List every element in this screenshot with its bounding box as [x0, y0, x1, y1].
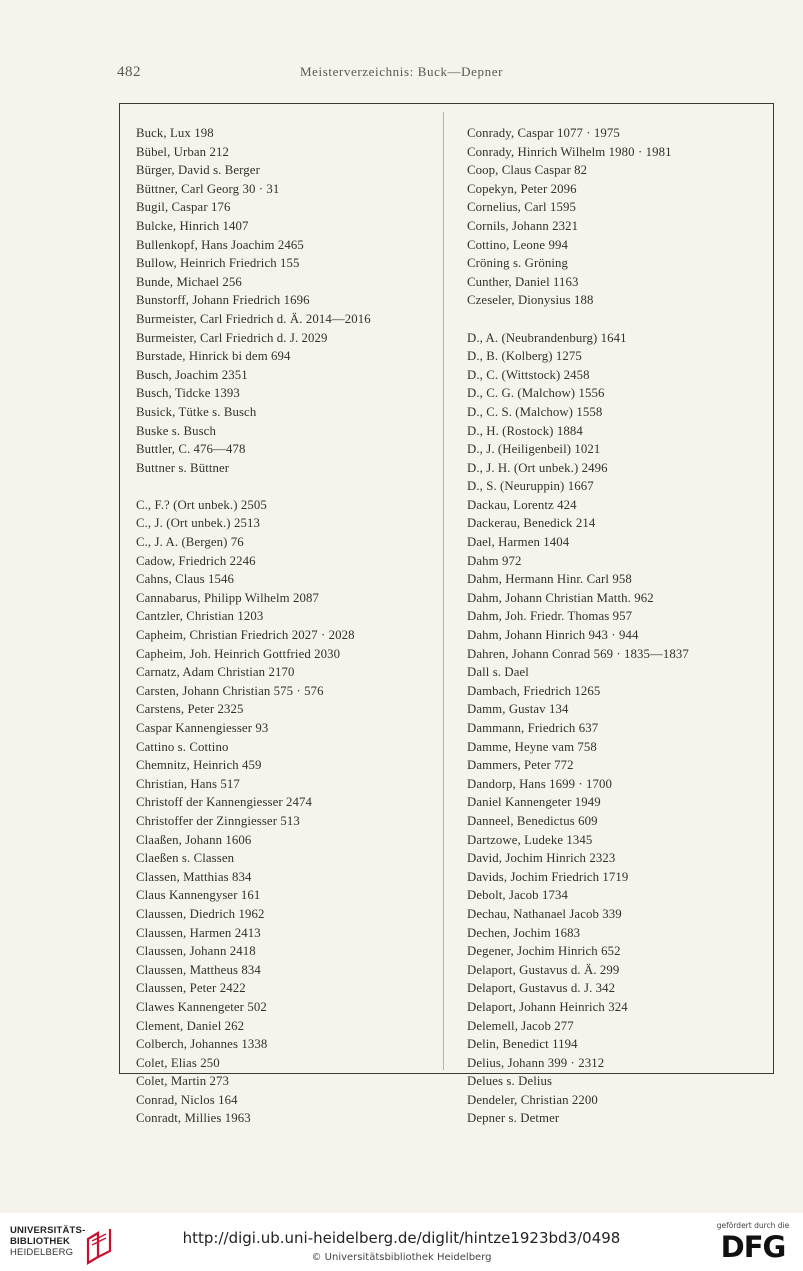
register-entry: Degener, Jochim Hinrich 652	[467, 944, 621, 959]
register-entry: D., C. (Wittstock) 2458	[467, 367, 590, 382]
register-entry: Cattino s. Cottino	[136, 739, 229, 754]
register-entry: Capheim, Christian Friedrich 2027 · 2028	[136, 628, 355, 643]
register-entry: Busch, Tidcke 1393	[136, 386, 240, 401]
register-entry: C., J. (Ort unbek.) 2513	[136, 516, 260, 531]
register-entry: Christoffer der Zinngiesser 513	[136, 813, 300, 828]
register-entry: Davids, Jochim Friedrich 1719	[467, 869, 629, 884]
register-entry: Clement, Daniel 262	[136, 1018, 245, 1033]
register-entry: Dandorp, Hans 1699 · 1700	[467, 776, 613, 791]
register-entry: David, Jochim Hinrich 2323	[467, 851, 616, 866]
register-entry: D., C. G. (Malchow) 1556	[467, 386, 605, 401]
register-entry: D., H. (Rostock) 1884	[467, 423, 583, 438]
register-entry: C., J. A. (Bergen) 76	[136, 535, 244, 550]
column-divider	[443, 112, 444, 1070]
register-entry: Claussen, Peter 2422	[136, 981, 246, 996]
register-entry: Büttner, Carl Georg 30 · 31	[136, 181, 280, 196]
register-entry: Claussen, Diedrich 1962	[136, 906, 265, 921]
register-entry: Cantzler, Christian 1203	[136, 609, 264, 624]
register-entry: Dahm, Joh. Friedr. Thomas 957	[467, 609, 633, 624]
page-number: 482	[117, 64, 141, 80]
register-entry: Delius, Johann 399 · 2312	[467, 1055, 605, 1070]
register-entry: Caspar Kannengiesser 93	[136, 721, 269, 735]
register-entry: Depner s. Detmer	[467, 1111, 560, 1126]
running-title: Meisterverzeichnis: Buck—Depner	[299, 64, 504, 79]
register-entry: Dackau, Lorentz 424	[467, 497, 577, 512]
register-column-left	[136, 124, 436, 1128]
register-entry: Carnatz, Adam Christian 2170	[136, 665, 295, 680]
register-entry: Carsten, Johann Christian 575 · 576	[136, 683, 324, 698]
register-entry: Bürger, David s. Berger	[136, 163, 260, 178]
register-entry: Dammann, Friedrich 637	[467, 721, 599, 735]
register-entry: Coop, Claus Caspar 82	[467, 163, 588, 178]
section-gap	[136, 477, 436, 496]
register-entry: Christoff der Kannengiesser 2474	[136, 795, 313, 810]
register-entry: Damme, Heyne vam 758	[467, 739, 597, 754]
register-entry: Colet, Martin 273	[136, 1074, 230, 1089]
register-entry: Claussen, Mattheus 834	[136, 962, 261, 977]
register-entry: Cornelius, Carl 1595	[467, 200, 576, 215]
library-name-line2: BIBLIOTHEK	[10, 1236, 71, 1247]
register-entry: Conrady, Caspar 1077 · 1975	[467, 126, 620, 140]
register-entry: Classen, Matthias 834	[136, 869, 252, 884]
register-entry: D., A. (Neubrandenburg) 1641	[467, 330, 627, 345]
register-entry: Colberch, Johannes 1338	[136, 1037, 268, 1052]
permalink-url[interactable]: http://digi.ub.uni-heidelberg.de/diglit/hintze1923bd3/0498	[182, 1229, 621, 1247]
register-entry: Conrad, Niclos 164	[136, 1092, 238, 1107]
register-entry: Busch, Joachim 2351	[136, 367, 248, 382]
register-entry: Burmeister, Carl Friedrich d. Ä. 2014—2016	[136, 311, 371, 326]
register-entry: Dahm, Johann Hinrich 943 · 944	[467, 628, 639, 643]
dfg-funding-badge[interactable]	[712, 1221, 794, 1267]
register-entry: Claaßen, Johann 1606	[136, 832, 252, 847]
register-entry: Claus Kannengyser 161	[136, 888, 261, 903]
register-entry: Bullow, Heinrich Friedrich 155	[136, 256, 300, 271]
library-name-line3: HEIDELBERG	[10, 1247, 74, 1258]
register-entry: Buttner s. Büttner	[136, 460, 230, 475]
register-entry: Dahren, Johann Conrad 569 · 1835—1837	[467, 646, 689, 661]
digitization-footer	[0, 1213, 803, 1271]
copyright-notice: © Universitätsbibliothek Heidelberg	[311, 1252, 492, 1263]
register-entry: Dahm, Hermann Hinr. Carl 958	[467, 572, 632, 587]
register-entry: C., F.? (Ort unbek.) 2505	[136, 497, 267, 512]
register-entry: Claussen, Johann 2418	[136, 944, 256, 959]
register-entry: Bunde, Michael 256	[136, 274, 242, 289]
register-entry: Chemnitz, Heinrich 459	[136, 758, 262, 773]
register-entry: Dendeler, Christian 2200	[467, 1092, 598, 1107]
register-entry: Colet, Elias 250	[136, 1055, 220, 1070]
register-entry: D., J. H. (Ort unbek.) 2496	[467, 460, 608, 475]
register-entry: Danneel, Benedictus 609	[467, 813, 598, 828]
dfg-logo: DFG	[720, 1230, 786, 1264]
register-entry: Cahns, Claus 1546	[136, 572, 235, 587]
register-entry: Burstade, Hinrick bi dem 694	[136, 349, 291, 364]
register-entry: Capheim, Joh. Heinrich Gottfried 2030	[136, 646, 341, 661]
register-entry: Delemell, Jacob 277	[467, 1018, 574, 1033]
register-entry: Burmeister, Carl Friedrich d. J. 2029	[136, 330, 328, 345]
register-entry: Daniel Kannengeter 1949	[467, 795, 601, 810]
register-entry: Claeßen s. Classen	[136, 851, 235, 866]
register-entry: Dahm, Johann Christian Matth. 962	[467, 590, 654, 605]
register-entry: Bulcke, Hinrich 1407	[136, 218, 249, 233]
register-entry: Bullenkopf, Hans Joachim 2465	[136, 237, 304, 252]
register-entry: Dammers, Peter 772	[467, 758, 574, 773]
register-entry: Czeseler, Dionysius 188	[467, 293, 594, 308]
register-entry: Cadow, Friedrich 2246	[136, 553, 256, 568]
register-entry: Bübel, Urban 212	[136, 144, 229, 159]
register-entry: Clawes Kannengeter 502	[136, 999, 267, 1014]
register-entry: Cornils, Johann 2321	[467, 218, 579, 233]
register-entry: Cannabarus, Philipp Wilhelm 2087	[136, 590, 320, 605]
register-entry: Dechen, Jochim 1683	[467, 925, 581, 940]
register-entry: Dackerau, Benedick 214	[467, 516, 596, 531]
register-entry: Claussen, Harmen 2413	[136, 925, 261, 940]
register-entry: Dael, Harmen 1404	[467, 535, 570, 550]
register-column-right	[467, 124, 767, 1128]
register-entry: Conrady, Hinrich Wilhelm 1980 · 1981	[467, 144, 672, 159]
register-entry: Buck, Lux 198	[136, 126, 214, 140]
register-entry: D., S. (Neuruppin) 1667	[467, 479, 594, 494]
register-entry: Dall s. Dael	[467, 665, 529, 680]
register-entry: Debolt, Jacob 1734	[467, 888, 568, 903]
register-entry: Dartzowe, Ludeke 1345	[467, 832, 593, 847]
register-entry: Conradt, Millies 1963	[136, 1111, 251, 1126]
register-entry: Delaport, Johann Heinrich 324	[467, 999, 628, 1014]
register-entry: Copekyn, Peter 2096	[467, 181, 577, 196]
register-entry: Delin, Benedict 1194	[467, 1037, 578, 1052]
register-entry: Cunther, Daniel 1163	[467, 274, 579, 289]
register-entry: Bugil, Caspar 176	[136, 200, 231, 215]
register-entry: Delues s. Delius	[467, 1074, 553, 1089]
register-entry: Buske s. Busch	[136, 423, 216, 438]
register-entry: Carstens, Peter 2325	[136, 702, 244, 717]
funding-caption: gefördert durch die	[716, 1221, 790, 1230]
register-entry: Delaport, Gustavus d. Ä. 299	[467, 962, 620, 977]
register-entry: Christian, Hans 517	[136, 776, 240, 791]
register-entry: Bunstorff, Johann Friedrich 1696	[136, 293, 310, 308]
register-entry: Cröning s. Gröning	[467, 256, 568, 271]
register-entry: Dambach, Friedrich 1265	[467, 683, 601, 698]
page-header	[0, 64, 803, 86]
register-entry: Delaport, Gustavus d. J. 342	[467, 981, 616, 996]
library-name-line1: UNIVERSITÄTS-	[10, 1225, 86, 1236]
section-gap	[467, 310, 767, 329]
register-entry: Buttler, C. 476—478	[136, 442, 246, 457]
register-entry: Dechau, Nathanael Jacob 339	[467, 906, 622, 921]
register-entry: D., C. S. (Malchow) 1558	[467, 404, 603, 419]
register-entry: Busick, Tütke s. Busch	[136, 404, 257, 419]
register-entry: D., J. (Heiligenbeil) 1021	[467, 442, 601, 457]
register-entry: D., B. (Kolberg) 1275	[467, 349, 582, 364]
register-entry: Cottino, Leone 994	[467, 237, 568, 252]
register-entry: Damm, Gustav 134	[467, 702, 569, 717]
register-entry: Dahm 972	[467, 553, 522, 568]
